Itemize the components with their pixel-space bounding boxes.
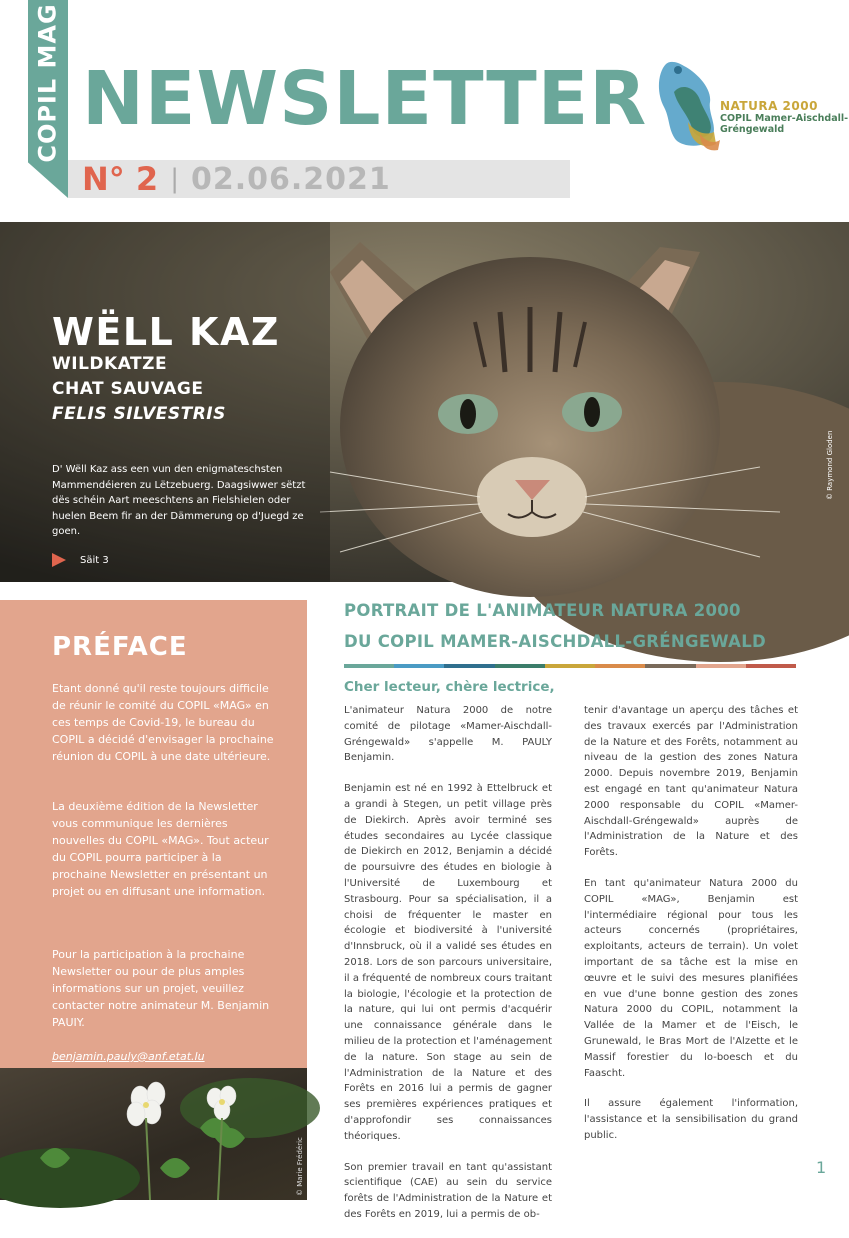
article-column-2 [584,703,798,1159]
issue-bar [68,160,570,198]
page-number: 1 [816,1158,827,1177]
color-stripe [344,664,796,668]
preface-paragraph-1: Etant donné qu'il reste toujours difficile de réunir le comité du COPIL «MAG» en ces temps de Covid-19, le bureau du COPIL a décidé d'envisager la prochaine réunion du COPIL à une date ultérieure. [52,682,274,764]
logo-copil-line1: COPIL Mamer-Aischdall- [720,112,849,124]
play-arrow-icon [52,553,66,567]
article-paragraph: Il assure également l'information, l'assistance et la sensibilisation du grand public. [584,1098,798,1141]
hero-page-link[interactable] [52,553,109,567]
logo-copil-line2: Gréngewald [720,123,785,135]
preface-heading: PRÉFACE [52,632,188,662]
article-paragraph: En tant qu'animateur Natura 2000 du COPIL «MAG», Benjamin est l'intermédiaire régional pour tous les acteurs concernés (propriétaires, exploitants, acteurs de terrain). Un volet important de sa tâche est la mise en œuvre et le suivi des mesures planifiées en vue d'une bonne gestion des zones Natura 2000 du COPIL, notamment la Vallée de la Mamer et de l'Eisch, le Grunewald, le Bras Mort de l'Alzette et le Massif forestier du lo-boesch et du Faascht. [584,877,798,1079]
stripe-segment [545,664,595,668]
newsletter-title: NEWSLETTER [82,56,648,142]
preface-paragraph-3: Pour la participation à la prochaine Newsletter ou pour de plus amples informations sur un projet, veuillez contacter notre animateur M. Benjamin PAUIY. [52,948,270,1030]
preface-paragraph-2: La deuxième édition de la Newsletter vous communique les dernières nouvelles du COPIL «MAG». Tout acteur du COPIL pourra participer à la prochaine Newsletter en présentant un projet ou en diffusant une information. [52,800,269,899]
article-paragraph: Benjamin est né en 1992 à Ettelbruck et a grandi à Stegen, un petit village près de Diekirch. Après avoir terminé ses études secondaires au Lycée classique de Diekirch en 2012, Benjamin a décidé de poursuivre des études en biologie à l'Université de Luxembourg et Strasbourg. Pour sa spécialisation, il a choisi de fréquenter le master en écologie et biodiversité à l'université d'Innsbruck, où il a validé ses études en 2018. Lors de son parcours universitaire, il a fréquenté de nombreux cours traitant la biologie, l'écologie et la protection de la nature, qui lui ont permis d'acquérir une connaissance générale dans le milieu de la protection et l'aménagement de la nature. Son stage au sein de l'Administration de la Nature et des Forêts en 2016 lui a permis de gagner ses premières expériences pratiques et d'approfondir ses connaissances théoriques. [344,783,552,1142]
article-title-line-1: PORTRAIT DE L'ANIMATEUR NATURA 2000 [344,601,741,620]
copil-mag-label: COPIL MAG [34,2,62,163]
stripe-segment [746,664,796,668]
issue-number: N° 2 [82,160,159,198]
article-paragraph: Son premier travail en tant qu'assistant scientifique (CAE) au sein du service forêts de l'Administration de la Nature et des Forêts en 2019, lui a permis de ob- [344,1161,552,1220]
hero-subtitle-latin: FELIS SILVESTRIS [52,404,226,424]
article-salutation: Cher lecteur, chère lectrice, [344,679,555,695]
stripe-segment [645,664,695,668]
logo-text [720,100,848,136]
copil-mag-label-wrap [28,0,68,165]
issue-separator: | [170,164,179,194]
flower-photo [0,1068,307,1200]
preface-email-link[interactable]: benjamin.pauly@anf.etat.lu [52,1050,205,1063]
stripe-segment [696,664,746,668]
stripe-segment [394,664,444,668]
article-paragraph: tenir d'avantage un aperçu des tâches et des travaux exercés par l'Administration de la Nature et des Forêts, notamment au niveau de la gestion des zones Natura 2000. Depuis novembre 2019, Benjamin est engagé en tant qu'animateur Natura 2000 responsable du COPIL «Mamer-Aischdall-Gréngewald» auprès de l'Administration de la Nature et des Forêts. [584,705,798,859]
hero-subtitle-de: WILDKATZE [52,354,168,374]
hero-title: WËLL KAZ [52,310,280,354]
hero-photo-credit: © Raymond Gloden [826,430,834,500]
article-paragraph: L'animateur Natura 2000 de notre comité de pilotage «Mamer-Aischdall-Gréngewald» s'appelle M. PAULY Benjamin. [344,705,552,764]
stripe-segment [495,664,545,668]
article-title-line-2: DU COPIL MAMER-AISCHDALL-GRÉNGEWALD [344,632,767,651]
article-column-1 [344,703,552,1238]
flower-photo-credit: © Marie Frédéric [296,1137,304,1196]
wood-sorrel-photo-icon [0,1068,307,1200]
hero-blurb: D' Wëll Kaz ass een vun den enigmateschsten Mammendéieren zu Lëtzebuerg. Daagsiwwer sëtzt dës schéin Aart meeschtens an Fielshielen oder huelen Beem fir an der Dämmerung op d'Juegd ze goen. [52,464,306,537]
logo-natura: NATURA 2000 [720,99,818,113]
hero-page-link-label: Säit 3 [80,554,109,566]
issue-date: 02.06.2021 [190,161,391,197]
stripe-segment [344,664,394,668]
hero-subtitle-fr: CHAT SAUVAGE [52,379,204,399]
stripe-segment [444,664,494,668]
stripe-segment [595,664,645,668]
